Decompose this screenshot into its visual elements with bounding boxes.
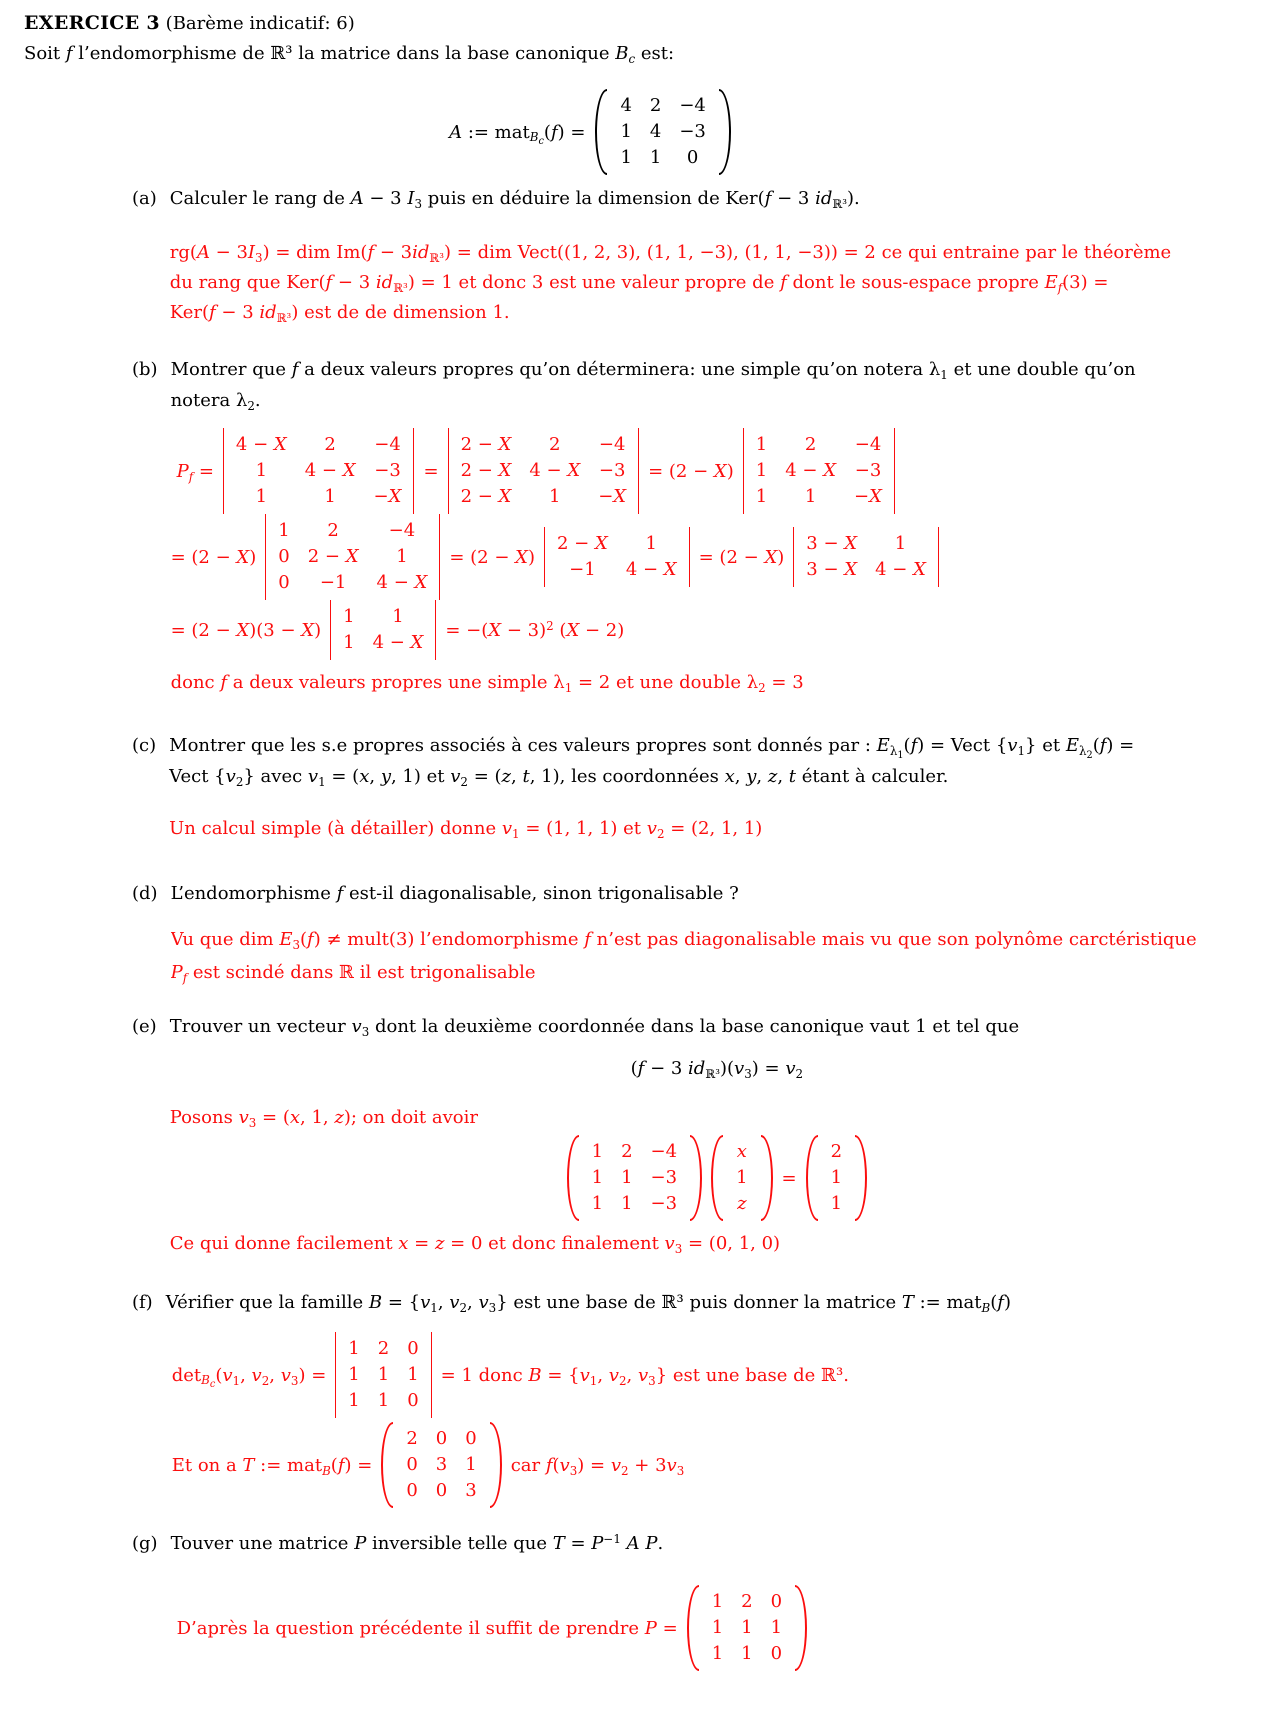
matrix-cell: 2 − X — [307, 546, 359, 567]
matrix-cell: 4 — [620, 95, 632, 116]
matrix-A — [595, 89, 730, 175]
matrix-cell: 2 — [830, 1141, 843, 1162]
matrix-cell: 2 — [741, 1591, 753, 1612]
matrix-cell: −3 — [598, 460, 626, 481]
item-a — [132, 183, 1264, 328]
matrix-cell: 1 — [770, 1617, 783, 1638]
matrix-det-5 — [544, 527, 690, 587]
matrix-cell: 1 — [255, 486, 268, 507]
item-g-answer — [177, 1585, 1264, 1671]
matrix-cell: 1 — [741, 1643, 753, 1664]
vector-rhs — [806, 1135, 867, 1221]
item-g — [132, 1528, 1264, 1671]
matrix-cell: 0 — [686, 147, 699, 168]
matrix-cell: 1 — [736, 1167, 748, 1188]
charpoly-line-2 — [171, 514, 1264, 600]
matrix-cell: 1 — [377, 1364, 390, 1385]
equation-f-minus-3id: (f − 3 $id_{ℝ^3})(v_3) = v_2$ — [630, 1058, 804, 1081]
matrix-cell: 1 — [755, 486, 768, 507]
matrix-cell: −4 — [374, 434, 401, 455]
matrix-cell: 0 — [770, 1643, 783, 1664]
item-a-answer-line-1: $rg(A - 3I_3)$ = dim $Im(f - 3id_{ℝ^3})$ = dim Vect((1, 2, 3), (1, 1, −3), (1, 1, −3)) = 2 ce qui entraine par le théorème — [169, 242, 1172, 265]
matrix-cell: 1 — [755, 460, 768, 481]
matrix-cell: 0 — [406, 1454, 418, 1475]
matrix-cell: 1 — [830, 1167, 843, 1188]
item-e-question: Trouver un vecteur $v_3$ dont la deuxième coordonnée dans la base canonique vaut 1 et tel que — [169, 1016, 1020, 1039]
item-d-question: L’endomorphisme f est-il diagonalisable, sinon trigonalisable ? — [170, 883, 739, 904]
charpoly-line-3 — [171, 600, 1264, 660]
matrix-cell: 4 − X — [376, 572, 428, 593]
item-b-label: (b) — [132, 359, 158, 380]
matrix-cell: 1 — [348, 1390, 360, 1411]
matrix-cell: 1 — [649, 147, 662, 168]
item-d — [132, 878, 1264, 989]
matrix-cell: −4 — [854, 434, 882, 455]
T-reason: car $f(v_3) = v_2 + 3v_3$ — [510, 1454, 685, 1478]
factor-2-minus-X: = (2 − X) — [698, 546, 785, 568]
item-b-conclusion: donc f a deux valeurs propres une simple $\lambda_1 = 2$ et une double $\lambda_2 = 3$ — [170, 672, 804, 695]
matrix-cell: 2 — [324, 434, 336, 455]
matrix-cell: 4 — [649, 121, 662, 142]
exercise-heading — [24, 8, 1264, 39]
matrix-cell: −X — [373, 486, 402, 507]
matrix-cell: 2 — [377, 1338, 390, 1359]
matrix-cell: 3 — [435, 1454, 448, 1475]
matrix-cell: −4 — [650, 1141, 678, 1162]
matrix-cell: −1 — [319, 572, 347, 593]
matrix-cell: 0 — [406, 1480, 418, 1501]
matrix-A-lhs: A := mat$_{B_c}$(f) = — [449, 121, 586, 148]
matrix-cell: 1 — [621, 1167, 633, 1188]
item-g-question: Touver une matrice P inversible telle que $T = P^{-1}$ A P. — [170, 1532, 664, 1554]
matrix-cell: 1 — [620, 147, 632, 168]
matrix-cell: −3 — [679, 121, 706, 142]
factor-2-minus-X: = (2 − X) — [170, 546, 257, 568]
matrix-cell: 2 — [804, 434, 817, 455]
matrix-det-7 — [330, 600, 436, 660]
item-b-question-line-2: notera $\lambda_2$. — [170, 390, 261, 413]
matrix-cell: 0 — [435, 1480, 448, 1501]
matrix-cell: 1 — [324, 486, 336, 507]
item-d-label: (d) — [132, 883, 158, 904]
item-e — [132, 1011, 1264, 1259]
document-page — [0, 8, 1264, 1709]
exercise-title: EXERCICE 3 — [24, 12, 160, 34]
item-a-answer-line-3: Ker(f − 3 $id_{ℝ^3}$) est de de dimension 1. — [169, 302, 510, 325]
item-f-label: (f) — [132, 1292, 153, 1313]
matrix-cell: 1 — [591, 1193, 604, 1214]
matrix-cell: 1 — [620, 121, 632, 142]
matrix-cell: 1 — [343, 606, 355, 627]
item-b-question-line-1: Montrer que f a deux valeurs propres qu’on déterminera: une simple qu’on notera $\lambda_1$ et une double qu’on — [170, 359, 1136, 382]
matrix-det-3 — [743, 428, 895, 514]
matrix-cell: 1 — [377, 1390, 390, 1411]
matrix-cell: −4 — [388, 520, 416, 541]
matrix-cell: −3 — [650, 1167, 678, 1188]
item-d-answer-line-1: Vu que dim $E_3(f)$ ≠ mult(3) l’endomorphisme f n’est pas diagonalisable mais vu que son polynôme carctéristique — [170, 929, 1197, 952]
matrix-det-4 — [265, 514, 440, 600]
matrix-cell: 2 — [406, 1428, 418, 1449]
matrix-cell: 0 — [407, 1390, 419, 1411]
matrix-cell: 1 — [711, 1643, 724, 1664]
matrix-cell: 4 − X — [372, 632, 424, 653]
intro-line: Soit f l’endomorphisme de ℝ³ la matrice dans la base canonique $B_c$ est: — [24, 43, 675, 66]
item-c-question-line-2: Vect $\{v_2\}$ avec $v_1 = (x$, y, 1) et $v_2 = (z$, t, 1), les coordonnées x, y, z, t étant à calculer. — [169, 766, 949, 789]
matrix-cell: 1 — [343, 632, 355, 653]
matrix-cell: 4 − X — [625, 559, 677, 580]
charpoly-line-1 — [177, 428, 1264, 514]
matrix-det-2 — [448, 428, 640, 514]
matrix-cell: x — [736, 1141, 747, 1162]
matrix-cell: 1 — [621, 1193, 633, 1214]
matrix-cell: 1 — [645, 533, 657, 554]
item-e-label: (e) — [132, 1016, 157, 1037]
matrix-cell: 1 — [741, 1617, 753, 1638]
matrix-cell: 1 — [711, 1591, 724, 1612]
item-c-answer: Un calcul simple (à détailler) donne $v_1 = (1$, 1, 1) et $v_2 = (2$, 1, 1) — [169, 818, 763, 841]
matrix-det-1 — [223, 428, 415, 514]
vector-unknowns — [711, 1135, 772, 1221]
matrix-cell: −1 — [569, 559, 596, 580]
matrix-cell: 3 − X — [806, 559, 858, 580]
matrix-det-basis — [335, 1332, 431, 1418]
charpoly-lhs: $P_f$ = — [176, 460, 214, 484]
matrix-cell: 1 — [396, 546, 408, 567]
item-a-label: (a) — [132, 188, 157, 209]
matrix-cell: −3 — [650, 1193, 678, 1214]
matrix-cell: 1 — [804, 486, 817, 507]
item-a-answer-line-2: du rang que Ker(f − 3 $id_{ℝ^3}) = 1$ et donc 3 est une valeur propre de f dont le sous-espace propre $E_f(3)$ = — [169, 272, 1109, 295]
matrix-cell: 1 — [255, 460, 268, 481]
factor-product: = (2 − X)(3 − X) — [170, 619, 322, 641]
matrix-T — [381, 1422, 501, 1508]
matrix-cell: 0 — [278, 572, 290, 593]
matrix-cell: 1 — [407, 1364, 419, 1385]
matrix-cell: 2 — [549, 434, 561, 455]
matrix-cell: 2 − X — [460, 460, 512, 481]
T-prefix: Et on a T := mat$_B$(f) = — [171, 1454, 373, 1478]
matrix-cell: 2 — [621, 1141, 633, 1162]
matrix-cell: 4 − X — [785, 460, 837, 481]
matrix-cell: −3 — [374, 460, 401, 481]
item-g-label: (g) — [132, 1533, 158, 1554]
matrix-cell: 1 — [348, 1364, 360, 1385]
matrix-cell: −X — [598, 486, 627, 507]
matrix-cell: 1 — [830, 1193, 843, 1214]
matrix-system — [567, 1135, 702, 1221]
matrix-cell: 2 − X — [557, 533, 608, 554]
matrix-cell: 0 — [465, 1428, 477, 1449]
item-c-question-line-1: Montrer que les s.e propres associés à ces valeurs propres sont donnés par : $E_{\lambda_1}(f)$ = Vect $\{v_1\}$ et $E_{\lambda_2}(f)$ = — [169, 735, 1135, 761]
matrix-cell: −3 — [854, 460, 882, 481]
matrix-cell: 1 — [755, 434, 768, 455]
matrix-cell: 1 — [711, 1617, 724, 1638]
answer-prefix: D’après la question précédente il suffit de prendre P = — [176, 1617, 678, 1639]
matrix-cell: 2 − X — [460, 434, 512, 455]
det-conclusion: = 1 donc $B = \{v_1$, $v_2$, $v_3$} est une base de ℝ³. — [440, 1364, 849, 1388]
matrix-det-6 — [793, 527, 939, 587]
equals-sign: = — [781, 1167, 797, 1189]
matrix-cell: 1 — [549, 486, 561, 507]
matrix-cell: 2 — [327, 520, 339, 541]
matrix-cell: 1 — [278, 520, 290, 541]
matrix-cell: 3 — [465, 1480, 477, 1501]
item-e-matrix-equation — [170, 1135, 1264, 1221]
exercise-points: (Barème indicatif: 6) — [159, 13, 355, 34]
item-b — [132, 354, 1264, 698]
matrix-cell: 1 — [591, 1167, 604, 1188]
matrix-cell: 1 — [392, 606, 404, 627]
matrix-P — [687, 1585, 807, 1671]
matrix-cell: 0 — [435, 1428, 448, 1449]
item-f-T-line — [172, 1422, 1264, 1508]
item-c — [132, 730, 1264, 844]
matrix-cell: 0 — [770, 1591, 783, 1612]
item-e-answer-intro: Posons $v_3 = (x$, 1, z); on doit avoir — [169, 1107, 478, 1130]
matrix-cell: 4 − X — [529, 460, 581, 481]
factor-2-minus-X: = (2 − X) — [449, 546, 535, 568]
matrix-cell: 1 — [348, 1338, 360, 1359]
item-c-label: (c) — [132, 735, 157, 756]
matrix-cell: −4 — [679, 95, 706, 116]
matrix-cell: 4 − X — [235, 434, 287, 455]
matrix-cell: 0 — [407, 1338, 419, 1359]
item-d-answer-line-2: $P_f$ est scindé dans ℝ il est trigonalisable — [170, 962, 536, 985]
matrix-cell: 0 — [278, 546, 290, 567]
item-d-answer — [171, 923, 1264, 989]
matrix-cell: −4 — [598, 434, 626, 455]
charpoly-result: = $-(X - 3)^2$ (X − 2) — [445, 618, 625, 641]
item-f-question: Vérifier que la famille $B = \{v_1$, $v_2$, $v_3$} est une base de ℝ³ puis donner la matrice T := mat$_B$(f) — [165, 1292, 1011, 1315]
item-a-question: Calculer le rang de A − 3 $I_3$ puis en déduire la dimension de Ker(f − 3 $id_{ℝ^3}$). — [169, 188, 860, 211]
matrix-cell: 3 − X — [806, 533, 858, 554]
factor-2-minus-X: = (2 − X) — [648, 460, 734, 482]
matrix-cell: 1 — [591, 1141, 604, 1162]
item-a-answer — [170, 238, 1264, 328]
item-e-answer-conclusion: Ce qui donne facilement x = z = 0 et donc finalement $v_3 = (0$, 1, 0) — [169, 1233, 781, 1256]
matrix-cell: 1 — [894, 533, 907, 554]
matrix-cell: −X — [854, 486, 882, 507]
item-e-equation — [170, 1058, 1264, 1079]
item-f-det-line — [172, 1332, 1264, 1418]
matrix-cell: 4 − X — [875, 559, 926, 580]
matrix-cell: 2 — [649, 95, 662, 116]
det-prefix: $\det_{B_c}(v_1$, $v_2$, $v_3$) = — [171, 1364, 327, 1391]
item-f — [132, 1287, 1264, 1508]
matrix-cell: 1 — [465, 1454, 477, 1475]
matrix-cell: z — [737, 1193, 747, 1214]
matrix-cell: 4 − X — [304, 460, 356, 481]
equals-sign: = — [423, 460, 439, 482]
matrix-A-equation — [0, 89, 1180, 175]
matrix-cell: 2 − X — [460, 486, 512, 507]
